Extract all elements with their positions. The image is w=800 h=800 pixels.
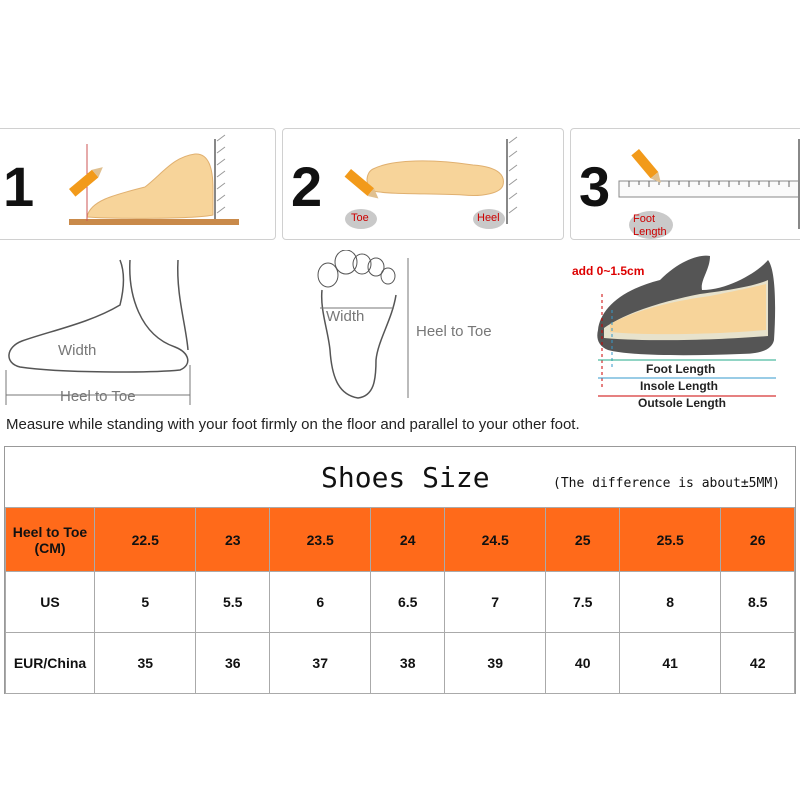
foot-side-outline bbox=[0, 255, 200, 405]
table-cell: 22.5 bbox=[95, 508, 196, 572]
row-header: Heel to Toe (CM) bbox=[6, 508, 95, 572]
table-cell: 42 bbox=[721, 633, 795, 694]
sole-heel-to-toe-label: Heel to Toe bbox=[416, 323, 492, 340]
foot-length-label: Foot Length bbox=[646, 362, 716, 376]
table-cell: 38 bbox=[371, 633, 445, 694]
size-table bbox=[4, 446, 796, 694]
outsole-length-label: Outsole Length bbox=[638, 396, 726, 410]
instruction-text: Measure while standing with your foot firmly on the floor and parallel to your other foot. bbox=[6, 416, 580, 433]
table-subtitle: (The difference is about±5MM) bbox=[553, 476, 780, 491]
table-cell: 40 bbox=[546, 633, 620, 694]
insole-length-label: Insole Length bbox=[640, 379, 718, 393]
row-header: EUR/China bbox=[6, 633, 95, 694]
foot-top-illustration bbox=[283, 129, 564, 240]
side-heel-to-toe-label: Heel to Toe bbox=[60, 388, 136, 405]
table-cell: 7 bbox=[444, 572, 545, 633]
table-row bbox=[6, 508, 795, 572]
ruler-illustration bbox=[571, 129, 800, 240]
step-number: 3 bbox=[579, 155, 611, 218]
table-cell: 5.5 bbox=[196, 572, 270, 633]
add-allowance-label: add 0~1.5cm bbox=[572, 264, 645, 278]
step-3-panel bbox=[570, 128, 800, 240]
table-cell: 25.5 bbox=[619, 508, 720, 572]
row-header: US bbox=[6, 572, 95, 633]
step-number: 1 bbox=[3, 155, 35, 218]
table-cell: 24 bbox=[371, 508, 445, 572]
step-1-panel bbox=[0, 128, 276, 240]
table-row bbox=[6, 633, 795, 694]
foot-side-illustration bbox=[0, 129, 276, 240]
table-cell: 25 bbox=[546, 508, 620, 572]
side-width-label: Width bbox=[58, 342, 97, 359]
foot-length-label: Foot Length bbox=[633, 213, 667, 238]
table-row bbox=[6, 572, 795, 633]
table-cell: 8 bbox=[619, 572, 720, 633]
table-cell: 41 bbox=[619, 633, 720, 694]
table-cell: 24.5 bbox=[444, 508, 545, 572]
table-cell: 23 bbox=[196, 508, 270, 572]
table-cell: 5 bbox=[95, 572, 196, 633]
table-title: Shoes Size bbox=[321, 461, 490, 494]
table-cell: 6 bbox=[269, 572, 370, 633]
table-cell: 26 bbox=[721, 508, 795, 572]
table-cell: 36 bbox=[196, 633, 270, 694]
step-number: 2 bbox=[291, 155, 323, 218]
table-cell: 6.5 bbox=[371, 572, 445, 633]
table-cell: 35 bbox=[95, 633, 196, 694]
step-2-panel bbox=[282, 128, 564, 240]
table-cell: 8.5 bbox=[721, 572, 795, 633]
size-grid bbox=[5, 507, 795, 694]
table-cell: 7.5 bbox=[546, 572, 620, 633]
table-cell: 39 bbox=[444, 633, 545, 694]
table-cell: 23.5 bbox=[269, 508, 370, 572]
table-title-bar bbox=[5, 447, 795, 507]
table-cell: 37 bbox=[269, 633, 370, 694]
sole-width-label: Width bbox=[326, 308, 365, 325]
toe-label: Toe bbox=[351, 212, 369, 224]
heel-label: Heel bbox=[477, 212, 500, 224]
